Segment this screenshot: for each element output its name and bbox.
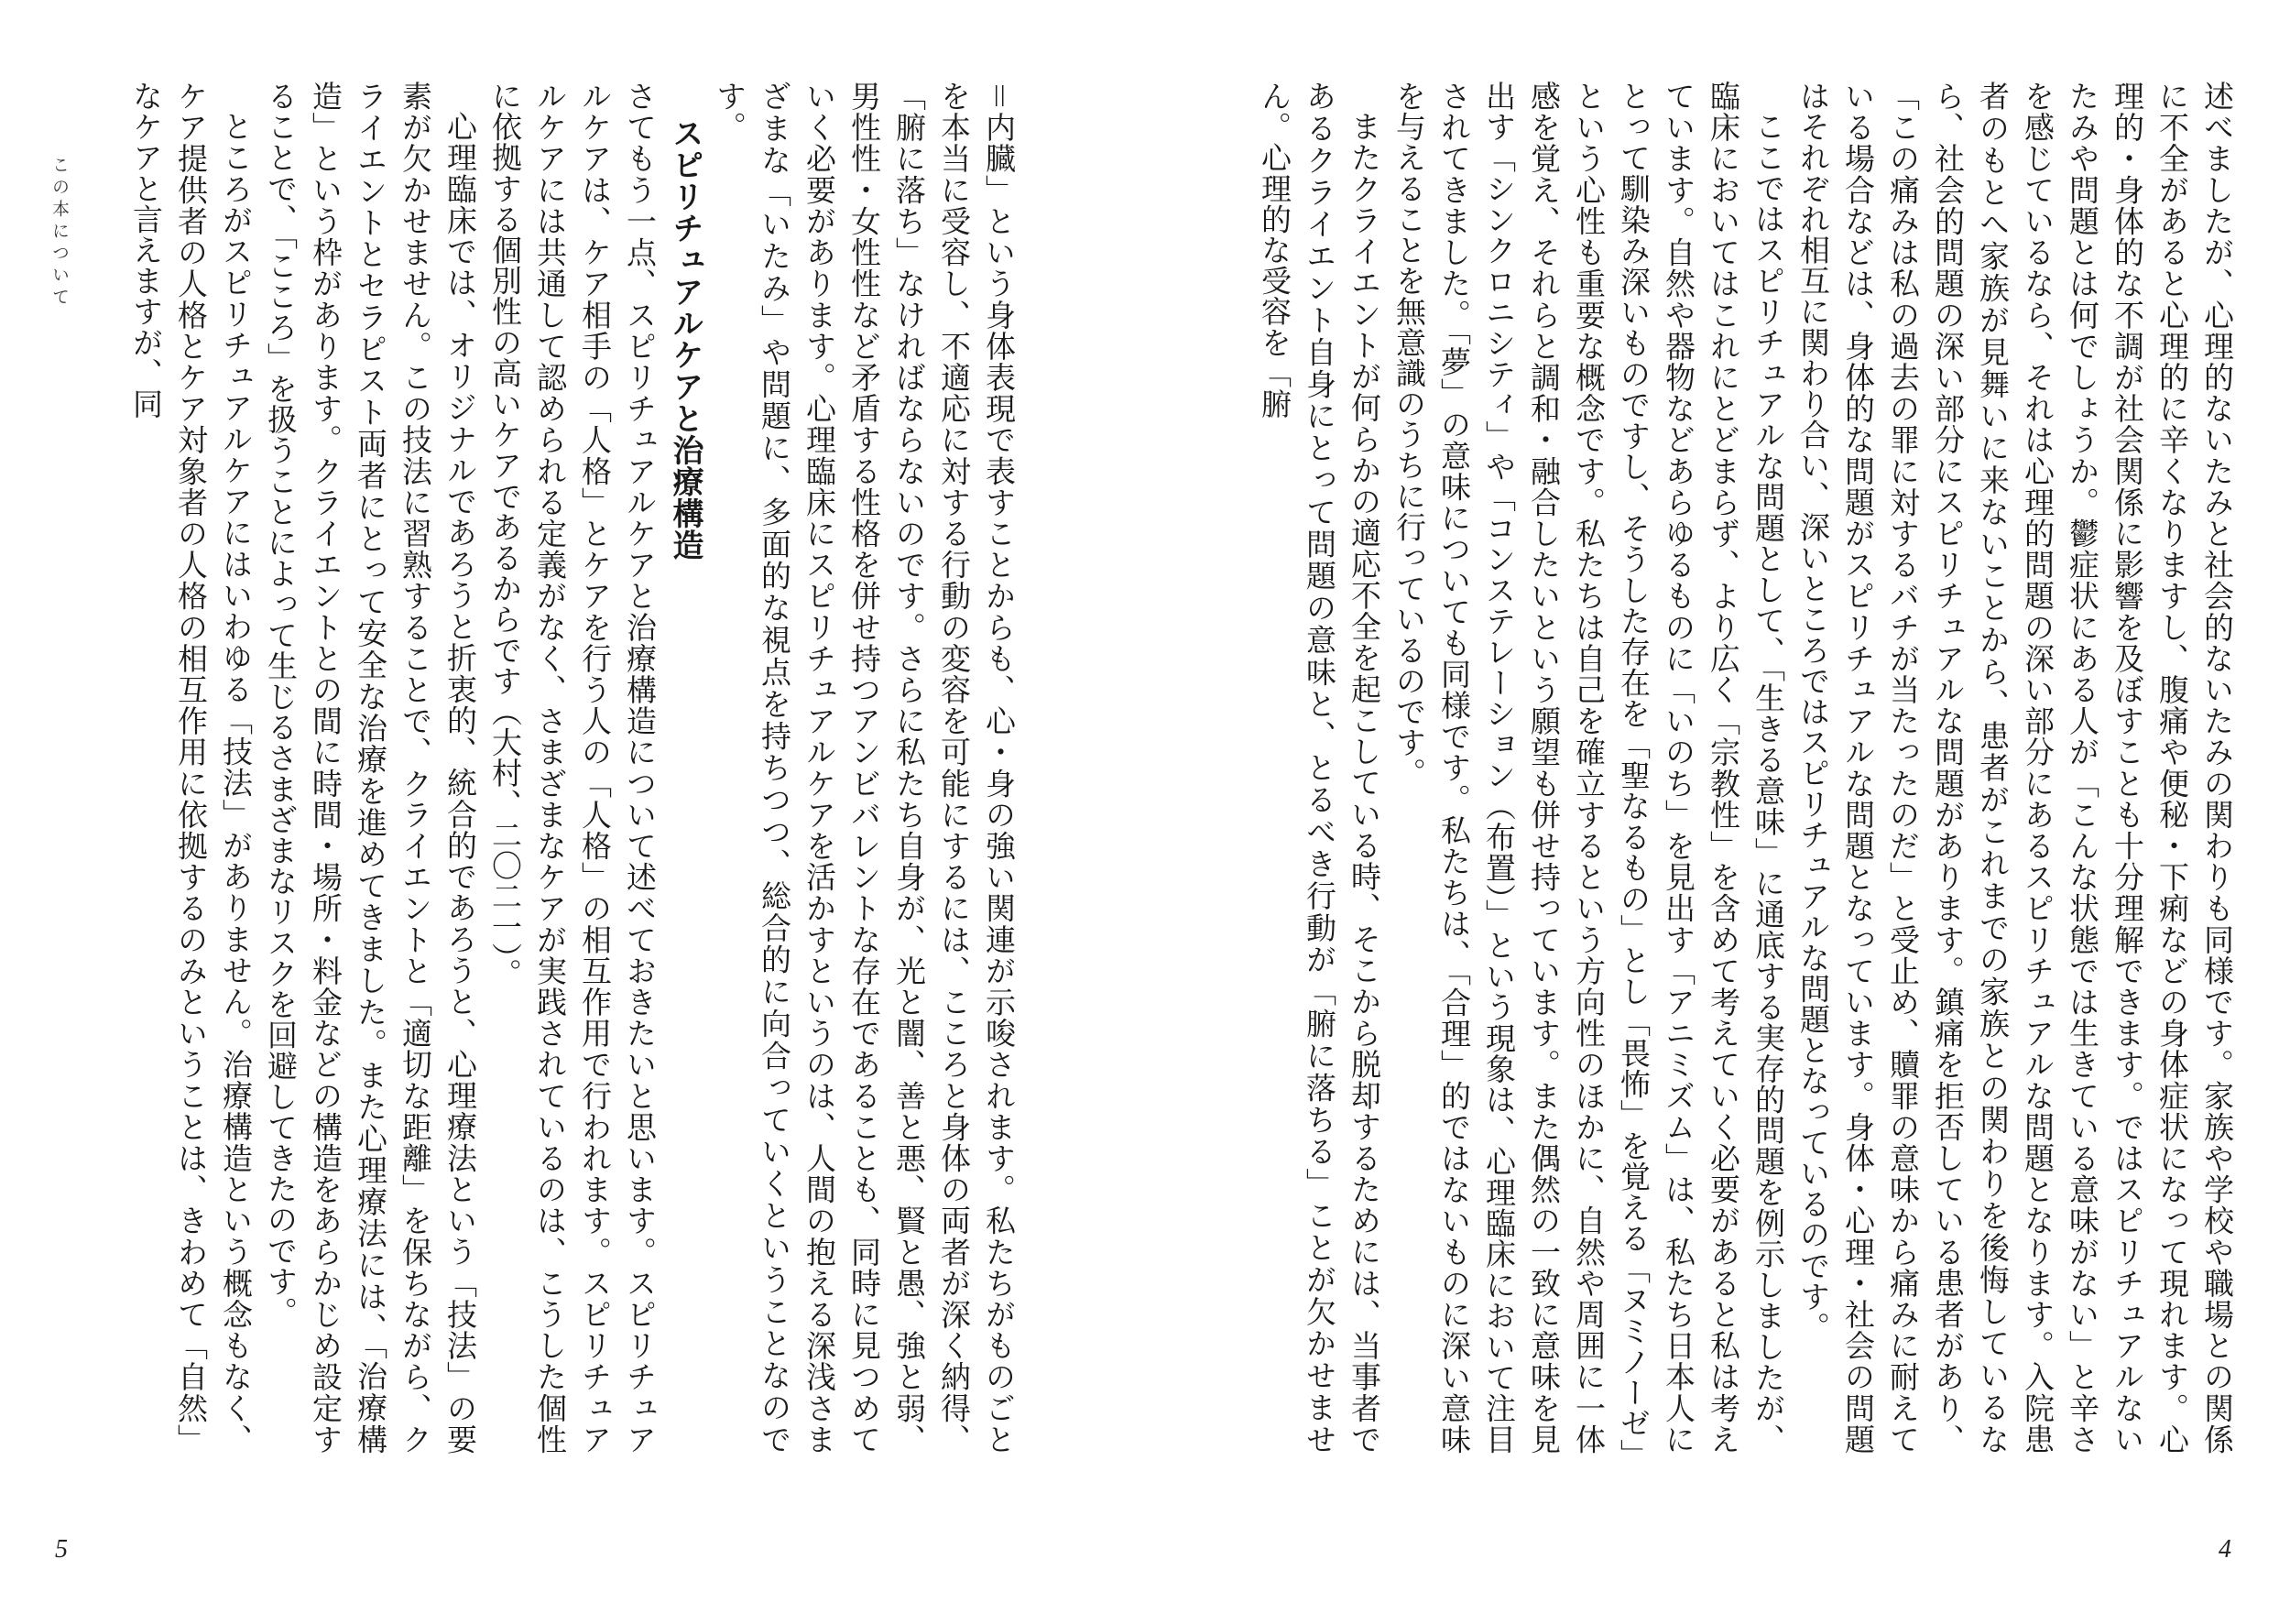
paragraph: 述べましたが、心理的ないたみと社会的ないたみの関わりも同様です。家族や学校や職場との関係に不全があると心理的に辛くなりますし、腹痛や便秘・下痢などの身体症状になって現れます。心理的・身体的な不調が社会関係に影響を及ぼすことも十分理解できます。ではスピリチュアルないたみや問題とは何でしょうか。鬱症状にある人が「こんな状態では生きている意味がない」と辛さを感じているなら、それは心理的問題の深い部分にあるスピリチュアルな問題となります。入院患者のもとへ家族が見舞いに来ないことから、患者がこれまでの家族との関わりを後悔しているなら、社会的問題の深い部分にスピリチュアルな問題があります。鎮痛を拒否している患者があり、「この痛みは私の過去の罪に対するバチが当たったのだ」と受止め、贖罪の意味から痛みに耐えている場合などは、身体的な問題がスピリチュアルな問題となっています。身体・心理・社会の問題はそれぞれ相互に関わり合い、深いところではスピリチュアルな問題となっているのです。: [1795, 81, 2235, 1455]
right-page: [1145, 0, 2290, 1624]
paragraph: ＝内臓」という身体表現で表すことからも、心・身の強い関連が示唆されます。私たちがものごとを本当に受容し、不適応に対する行動の変容を可能にするには、こころと身体の両者が深く納得、「腑に落ち」なければならないのです。さらに私たち自身が、光と闇、善と悪、賢と愚、強と弱、男性性・女性性など矛盾する性格を併せ持つアンビバレントな存在であることも、同時に見つめていく必要があります。心理臨床にスピリチュアルケアを活かすというのは、人間の抱える深浅さまざまな「いたみ」や問題に、多面的な視点を持ちつつ、総合的に向合っていくということなのです。: [712, 81, 1017, 1455]
running-head: この本について: [49, 156, 70, 310]
paragraph: ここではスピリチュアルな問題として、「生きる意味」に通底する実存的問題を例示しましたが、臨床においてはこれにとどまらず、より広く「宗教性」を含めて考えていく必要があると私は考えています。自然や器物などあらゆるものに「いのち」を見出す「アニミズム」は、私たち日本人にとって馴染み深いものですし、そうした存在を「聖なるもの」とし「畏怖」を覚える「ヌミノーゼ」という心性も重要な概念です。私たちは自己を確立するという方向性のほかに、自然や周囲に一体感を覚え、それらと調和・融合したいという願望も併せ持っています。また偶然の一致に意味を見出す「シンクロニシティ」や「コンステレーション（布置）」という現象は、心理臨床において注目されてきました。「夢」の意味についても同様です。私たちは、「合理」的ではないものに深い意味を与えることを無意識のうちに行っているのです。: [1391, 81, 1786, 1455]
paragraph: 心理臨床では、オリジナルであろうと折衷的、統合的であろうと、心理療法という「技法」の要素が欠かせません。この技法に習熟することで、クライエントと「適切な距離」を保ちながら、クライエントとセラピスト両者にとって安全な治療を進めてきました。また心理療法には、「治療構造」という枠があります。クライエントとの間に時間・場所・料金などの構造をあらかじめ設定することで、「こころ」を扱うことによって生じるさまざまなリスクを回避してきたのです。: [263, 81, 478, 1455]
paragraph: さてもう一点、スピリチュアルケアと治療構造について述べておきたいと思います。スピリチュアルケアは、ケア相手の「人格」とケアを行う人の「人格」の相互作用で行われます。スピリチュアルケアには共通して認められる定義がなく、さまざまなケアが実践されているのは、こうした個性に依拠する個別性の高いケアであるからです（大村、二〇二一）。: [487, 81, 658, 1455]
paragraph: ところがスピリチュアルケアにはいわゆる「技法」がありません。治療構造という概念もなく、ケア提供者の人格とケア対象者の人格の相互作用に依拠するのみということは、きわめて「自然」なケアと言えますが、同: [128, 81, 254, 1455]
right-page-text: [1255, 81, 2240, 1455]
page-number: 4: [2219, 1535, 2231, 1564]
section-heading: スピリチュアルケアと治療構造: [667, 117, 703, 561]
paragraph: またクライエントが何らかの適応不全を起こしている時、そこから脱却するためには、当事者であるクライエント自身にとって問題の意味と、とるべき行動が「腑に落ちる」ことが欠かせません。心理的な受容を「腑: [1257, 81, 1382, 1455]
left-page-text: [96, 81, 1021, 1455]
page-number: 5: [55, 1535, 68, 1564]
